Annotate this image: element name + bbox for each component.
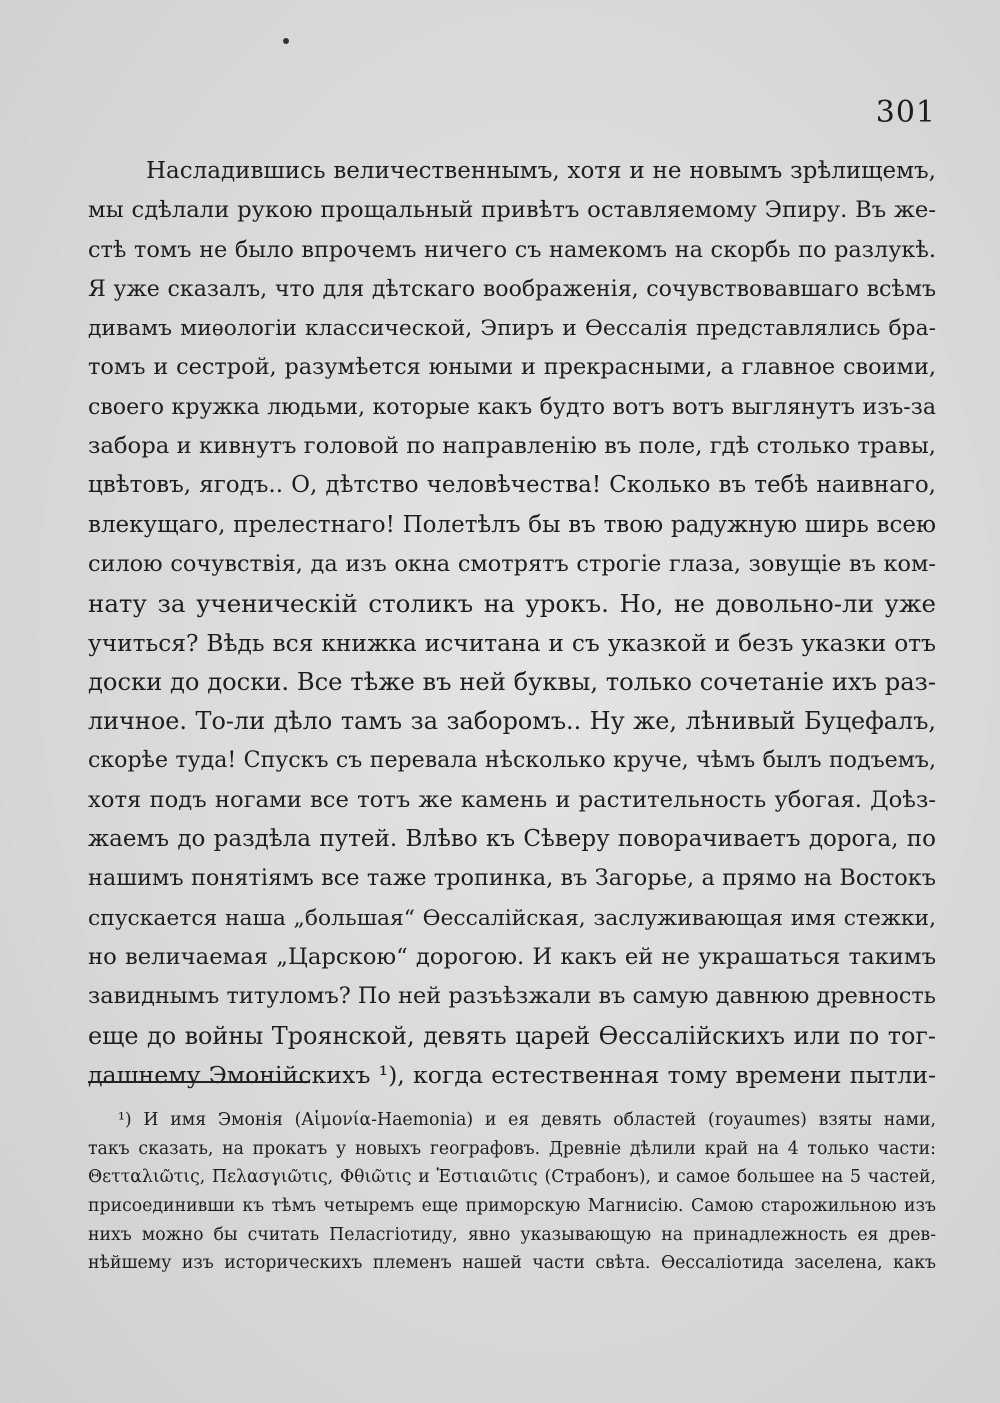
text-line: силою сочувствія, да изъ окна смотрятъ строгіе глаза, зовущіе въ ком- bbox=[88, 550, 936, 577]
text-line: стѣ томъ не было впрочемъ ничего съ намекомъ на скорбь по разлукѣ. bbox=[88, 236, 936, 263]
ink-speck bbox=[283, 38, 289, 44]
text-line: своего кружка людьми, которые какъ будто вотъ вотъ выглянутъ изъ-за bbox=[88, 393, 936, 420]
text-line: но величаемая „Царскою“ дорогою. И какъ ей не украшаться такимъ bbox=[88, 943, 936, 970]
text-line: Я уже сказалъ, что для дѣтскаго воображенія, сочувствовавшаго всѣмъ bbox=[88, 275, 936, 302]
text-line: жаемъ до раздѣла путей. Влѣво къ Сѣверу поворачиваетъ дорога, по bbox=[88, 826, 936, 853]
text-line: скорѣе туда! Спускъ съ перевала нѣсколько круче, чѣмъ былъ подъемъ, bbox=[88, 747, 936, 774]
text-line: учиться? Вѣдь вся книжка исчитана и съ указкой и безъ указки отъ bbox=[88, 629, 936, 657]
text-line: Насладившись величественнымъ, хотя и не новымъ зрѣлищемъ, bbox=[146, 158, 936, 184]
main-text bbox=[88, 152, 936, 1095]
text-line: спускается наша „большая“ Өессалійская, заслуживающая имя стежки, bbox=[88, 905, 936, 931]
text-line: забора и кивнутъ головой по направленію въ поле, гдѣ столько травы, bbox=[88, 433, 936, 460]
text-line: цвѣтовъ, ягодъ.. О, дѣтство человѣчества! Сколько въ тебѣ наивнаго, bbox=[88, 472, 936, 499]
page-number: 301 bbox=[875, 95, 936, 130]
text-line: дивамъ миѳологіи классической, Эпиръ и Өессалія представлялись бра- bbox=[88, 316, 936, 342]
text-line: мы сдѣлали рукою прощальный привѣтъ оставляемому Эпиру. Въ же- bbox=[88, 197, 936, 224]
text-line: еще до войны Троянской, девять царей Өессалійскихъ или по тог- bbox=[88, 1021, 936, 1050]
text-line: нашимъ понятіямъ все таже тропинка, въ Загорье, а прямо на Востокъ bbox=[88, 865, 936, 892]
footnote-divider bbox=[88, 1081, 310, 1083]
footnote-line: нѣйшему изъ историческихъ племенъ нашей части свѣта. Өессаліотида заселена, какъ bbox=[88, 1253, 936, 1274]
text-line: дашнему Эмонійскихъ ¹), когда естественная тому времени пытли- bbox=[88, 1060, 936, 1089]
text-line: доски до доски. Все тѣже въ ней буквы, только сочетаніе ихъ раз- bbox=[88, 667, 936, 696]
text-line: завиднымъ титуломъ? По ней разъѣзжали въ самую давнюю древность bbox=[88, 983, 936, 1010]
footnote-line: такъ сказать, на прокатъ у новыхъ географовъ. Древніе дѣлили край на 4 только части: bbox=[88, 1138, 936, 1159]
text-line: томъ и сестрой, разумѣется юными и прекрасными, а главное своими, bbox=[88, 354, 936, 381]
text-line: хотя подъ ногами все тотъ же камень и растительность убогая. Доѣз- bbox=[88, 786, 936, 813]
text-line: влекущаго, прелестнаго! Полетѣлъ бы въ твою радужную ширь всею bbox=[88, 511, 936, 538]
footnote-line: ¹) И имя Эмонія (Αἱμονία-Haemonia) и ея девять областей (royaumes) взяты нами, bbox=[118, 1110, 936, 1130]
footnote-line: Θετταλιῶτις, Πελασγιῶτις, Φθιῶτις и Ἑστιαιῶτις (Страбонъ), и самое большее на 5 частей, bbox=[88, 1167, 936, 1188]
text-line: личное. То-ли дѣло тамъ за заборомъ.. Ну же, лѣнивый Буцефалъ, bbox=[88, 707, 936, 736]
footnote-line: присоединивши къ тѣмъ четыремъ еще приморскую Магнисію. Самою старожильною изъ bbox=[88, 1196, 936, 1217]
text-line: нату за ученическій столикъ на урокъ. Но, не довольно-ли уже bbox=[88, 589, 936, 619]
footnotes bbox=[88, 1106, 936, 1278]
footnote-line: нихъ можно бы считать Пеласгіотиду, явно указывающую на принадлежность ея древ- bbox=[88, 1224, 936, 1245]
